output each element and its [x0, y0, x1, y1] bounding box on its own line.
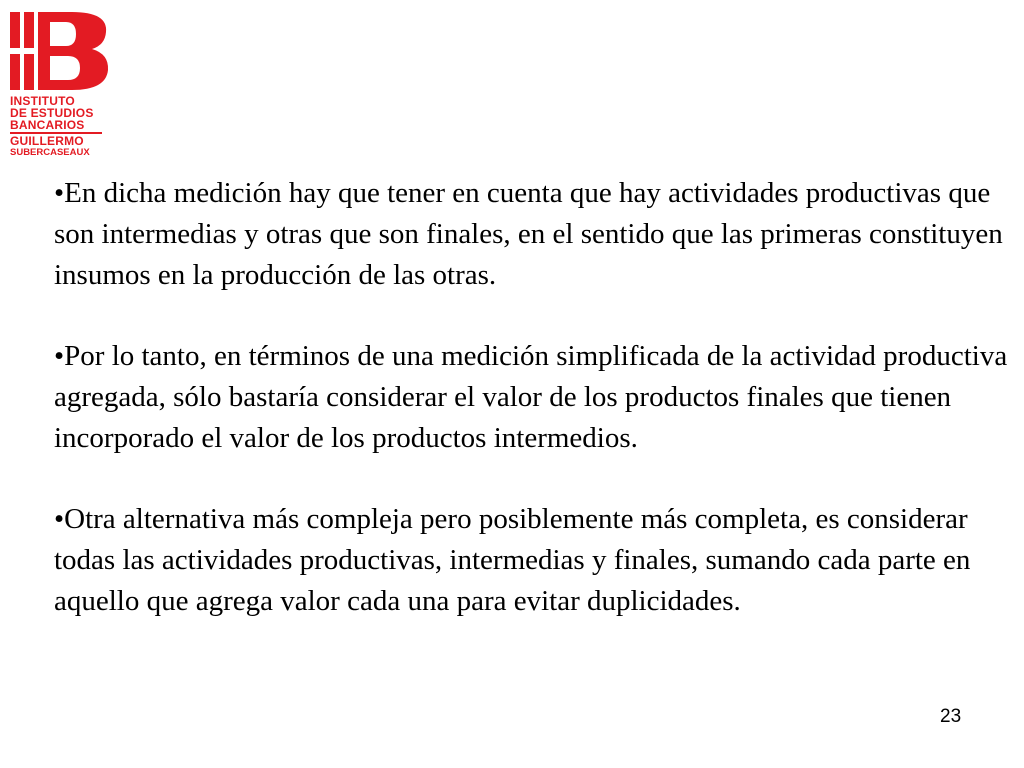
logo-line-2: DE ESTUDIOS: [10, 106, 94, 120]
bullet-paragraph-1: •En dicha medición hay que tener en cuenta que hay actividades productivas que son intermedias y otras que son finales, en el sentido que las primeras constituyen insumos en la producción de las otras.: [54, 177, 1003, 291]
logo-line-3: BANCARIOS: [10, 118, 85, 132]
logo-line-1: INSTITUTO: [10, 94, 75, 108]
logo-line-5: SUBERCASEAUX: [10, 147, 90, 158]
slide-body: [54, 173, 1014, 663]
page-number: 23: [940, 706, 962, 727]
logo-text: [10, 95, 120, 159]
logo-mark-icon: [10, 12, 110, 90]
bullet-paragraph-3: •Otra alternativa más compleja pero posiblemente más completa, es considerar todas las actividades productivas, intermedias y finales, sumando cada parte en aquello que agrega valor cada una para evitar duplicidades.: [54, 503, 971, 617]
logo-line-4: GUILLERMO: [10, 134, 84, 148]
institute-logo: [10, 12, 120, 162]
bullet-paragraph-2: •Por lo tanto, en términos de una medición simplificada de la actividad productiva agregada, sólo bastaría considerar el valor de los productos finales que tienen incorporado el valor de los productos intermedios.: [54, 340, 1008, 454]
